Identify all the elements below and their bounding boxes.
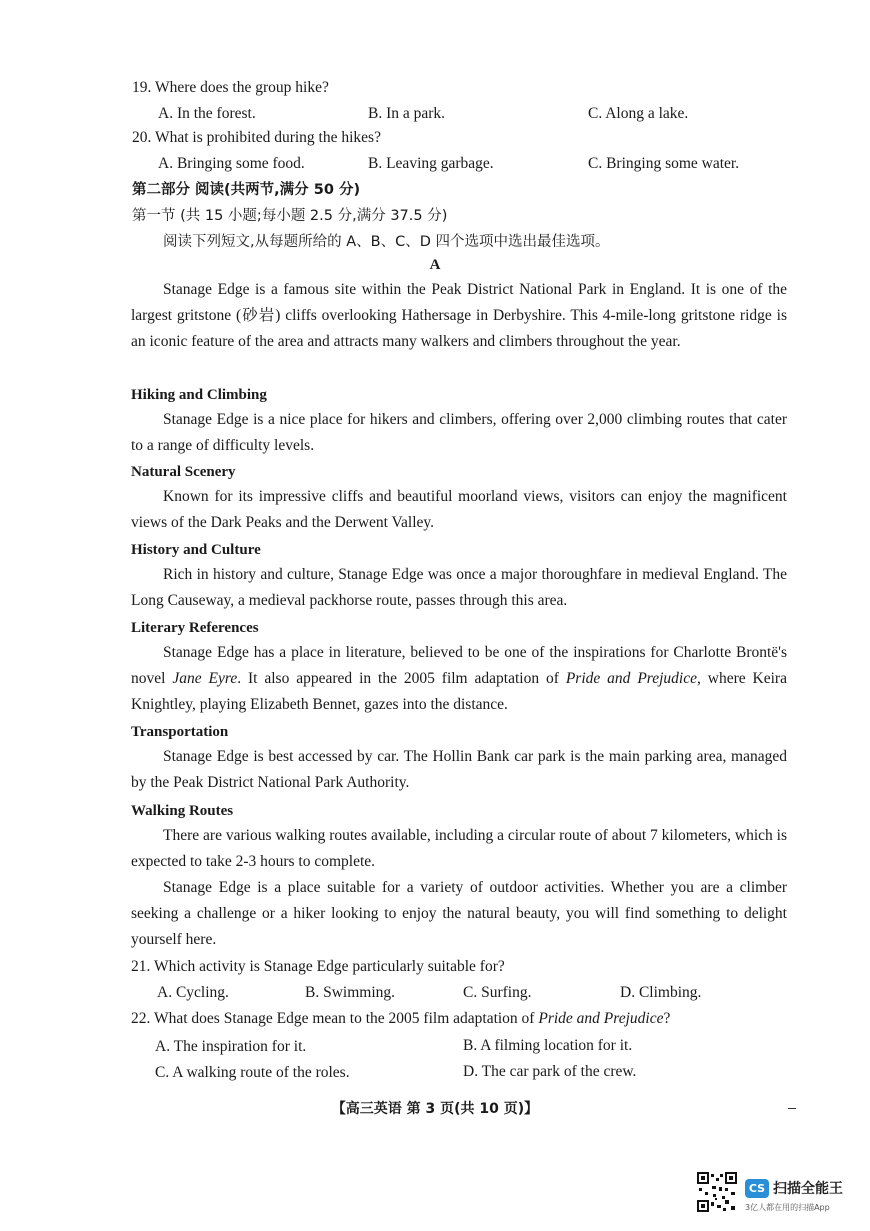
history-text: Rich in history and culture, Stanage Edge was once a major thoroughfare in medieval England. The Long Causeway, a medieval packhorse route, passes through this area. — [131, 566, 787, 609]
heading-history-culture: History and Culture — [131, 542, 261, 558]
question-20-stem: 20. What is prohibited during the hikes? — [132, 129, 381, 146]
heading-natural-scenery: Natural Scenery — [131, 464, 236, 480]
question-21-stem: 21. Which activity is Stanage Edge particularly suitable for? — [131, 958, 505, 975]
walking-text: There are various walking routes available, including a circular route of about 7 kilometers, which is expected to take 2-3 hours to complete. — [131, 827, 787, 870]
paragraph-closing — [131, 875, 787, 953]
paragraph-literary — [131, 640, 787, 718]
heading-hiking-climbing: Hiking and Climbing — [131, 387, 267, 403]
question-22-option-a: A. The inspiration for it. — [155, 1038, 307, 1055]
page-footer: 【高三英语 第 3 页(共 10 页)】 — [331, 1101, 539, 1117]
question-22-option-d: D. The car park of the crew. — [463, 1063, 637, 1080]
question-22-option-c: C. A walking route of the roles. — [155, 1064, 350, 1081]
paragraph-history — [131, 562, 787, 614]
question-22-stem-part-2: ? — [663, 1010, 671, 1027]
question-21-option-b: B. Swimming. — [305, 984, 396, 1001]
question-21-option-d: D. Climbing. — [620, 984, 702, 1001]
qr-code-icon — [697, 1172, 737, 1212]
literary-text — [131, 640, 787, 718]
question-22-stem-part-1: 22. What does Stanage Edge mean to the 2005 film adaptation of — [131, 1010, 539, 1027]
question-19-option-a: A. In the forest. — [158, 105, 256, 122]
section-one-heading: 第一节 (共 15 小题;每小题 2.5 分,满分 37.5 分) — [132, 208, 448, 224]
scenery-text: Known for its impressive cliffs and beautiful moorland views, visitors can enjoy the magnificent views of the Dark Peaks and the Derwent Valley. — [131, 488, 787, 531]
transportation-text: Stanage Edge is best accessed by car. The Hollin Bank car park is the main parking area, managed by the Peak District National Park Authority. — [131, 748, 787, 791]
question-20-option-b: B. Leaving garbage. — [368, 155, 494, 172]
question-22-option-b: B. A filming location for it. — [463, 1037, 633, 1054]
paragraph-hiking — [131, 407, 787, 459]
closing-text: Stanage Edge is a place suitable for a variety of outdoor activities. Whether you are a climber seeking a challenge or a hiker looking to enjoy the natural beauty, you will find something to delight yourself here. — [131, 879, 787, 948]
question-19-option-b: B. In a park. — [368, 105, 446, 122]
question-20-option-a: A. Bringing some food. — [158, 155, 305, 172]
novel-title: Jane Eyre — [172, 670, 238, 687]
question-22-film-title: Pride and Prejudice — [538, 1010, 664, 1027]
paragraph-scenery — [131, 484, 787, 536]
paragraph-transportation — [131, 744, 787, 796]
question-22-stem — [131, 1009, 670, 1029]
question-20-option-c: C. Bringing some water. — [588, 155, 740, 172]
qr-code-graphic — [697, 1172, 737, 1212]
hiking-text: Stanage Edge is a nice place for hikers and climbers, offering over 2,000 climbing routes that cater to a range of difficulty levels. — [131, 411, 787, 454]
heading-literary-references: Literary References — [131, 620, 259, 636]
literary-text-part-1: Stanage Edge has a place in literature, believed to be one of the inspirations for Charlotte Brontë's novel — [131, 644, 787, 687]
footer-dash — [788, 1108, 796, 1109]
literary-text-part-2: . It also appeared in the 2005 film adaptation of — [237, 670, 566, 687]
question-19-stem: 19. Where does the group hike? — [132, 79, 329, 96]
reading-instruction: 阅读下列短文,从每题所给的 A、B、C、D 四个选项中选出最佳选项。 — [163, 234, 610, 250]
paragraph-walking — [131, 823, 787, 875]
question-21-option-c: C. Surfing. — [463, 984, 532, 1001]
part-two-heading: 第二部分 阅读(共两节,满分 50 分) — [132, 182, 361, 198]
literary-text-part-3: , where Keira Knightley, playing Elizabeth Bennet, gazes into the distance. — [131, 670, 787, 713]
intro-text: Stanage Edge is a famous site within the Peak District National Park in England. It is one of the largest gritstone (砂岩) cliffs overlooking Hathersage in Derbyshire. This 4-mile-long gritstone ridge is an iconic feature of the area and attracts many walkers and climbers throughout the year. — [131, 281, 787, 350]
question-19-option-c: C. Along a lake. — [588, 105, 689, 122]
passage-letter: A — [429, 257, 441, 273]
film-title: Pride and Prejudice — [565, 670, 697, 687]
heading-walking-routes: Walking Routes — [131, 803, 234, 819]
camscanner-logo-icon: CS — [745, 1179, 769, 1198]
heading-transportation: Transportation — [131, 724, 229, 740]
camscanner-tagline: 3亿人都在用的扫描App — [745, 1203, 830, 1212]
question-21-option-a: A. Cycling. — [157, 984, 229, 1001]
camscanner-name: 扫描全能王 — [773, 1181, 843, 1197]
passage-intro — [131, 277, 787, 355]
